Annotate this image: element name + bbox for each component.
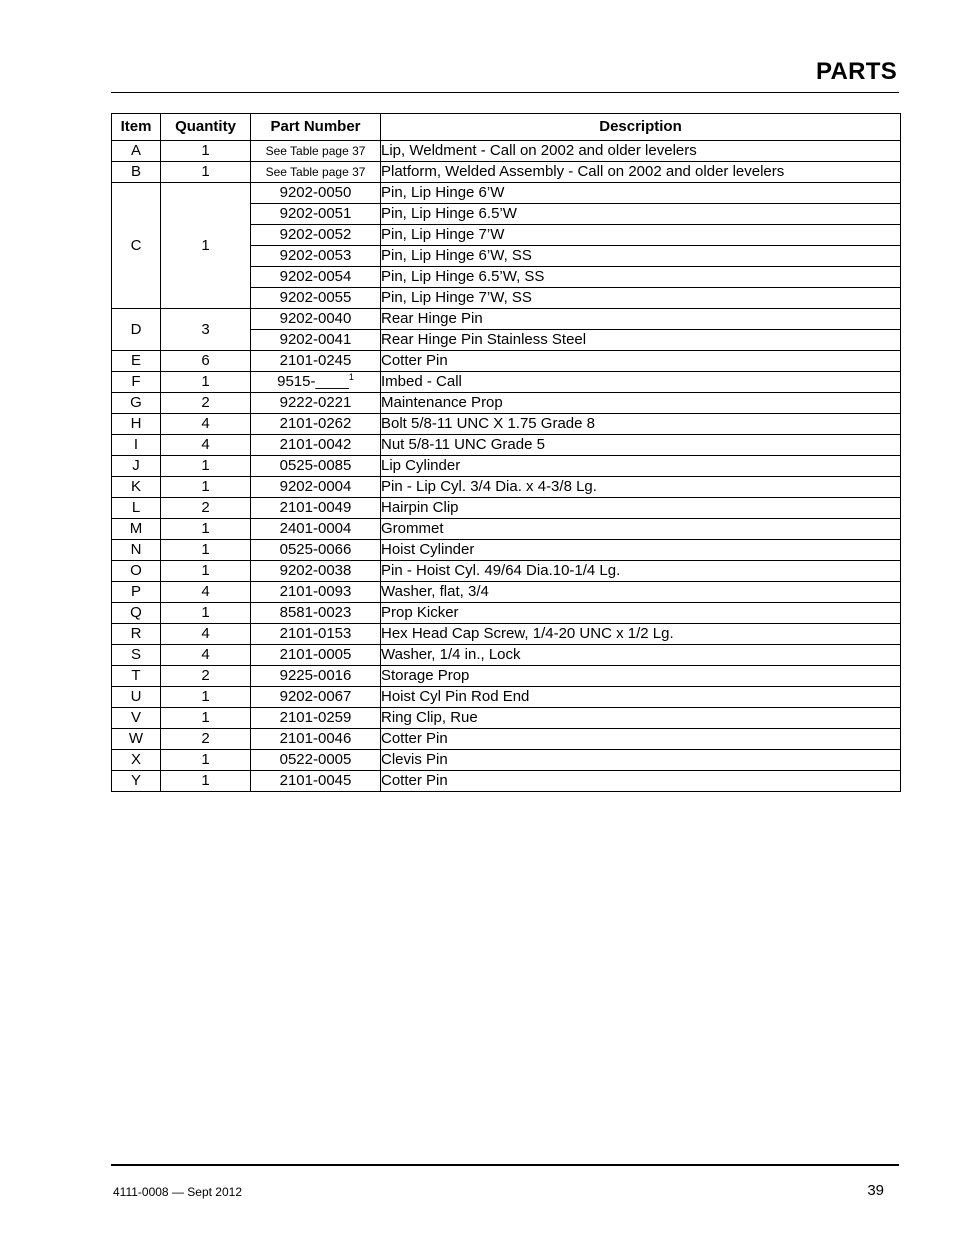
table-row [112, 477, 901, 498]
description-cell: Pin, Lip Hinge 6.5’W [381, 204, 901, 225]
description-cell: Pin, Lip Hinge 7’W, SS [381, 288, 901, 309]
part-number-text: 2101-0245 [279, 352, 352, 369]
part-number-cell [251, 666, 381, 687]
table-row [112, 309, 901, 330]
description-cell: Hairpin Clip [381, 498, 901, 519]
part-number-cell [251, 603, 381, 624]
part-number-cell [251, 624, 381, 645]
quantity-cell: 1 [161, 477, 251, 498]
item-cell: C [112, 183, 161, 309]
part-number-text: 2101-0005 [279, 646, 352, 663]
part-number-cell [251, 540, 381, 561]
part-number-text: 0522-0005 [279, 751, 352, 768]
description-cell: Pin, Lip Hinge 7’W [381, 225, 901, 246]
page-number: 39 [867, 1182, 884, 1199]
part-number-cell [251, 729, 381, 750]
item-cell: Q [112, 603, 161, 624]
part-number-text: 0525-0066 [279, 541, 352, 558]
table-row [112, 540, 901, 561]
item-cell: X [112, 750, 161, 771]
table-row [112, 456, 901, 477]
part-number-cell [251, 414, 381, 435]
part-number-text: 2101-0153 [279, 625, 352, 642]
table-row [112, 351, 901, 372]
table-row [112, 687, 901, 708]
description-cell: Rear Hinge Pin [381, 309, 901, 330]
quantity-cell: 1 [161, 750, 251, 771]
item-cell: W [112, 729, 161, 750]
part-number-cell [251, 708, 381, 729]
column-header-description: Description [381, 114, 901, 141]
part-number-text: 2101-0093 [279, 583, 352, 600]
part-number-text: 2101-0045 [279, 772, 352, 789]
part-number-cell: 9202-0054 [251, 267, 381, 288]
document-reference: 4111-0008 — Sept 2012 [113, 1185, 242, 1199]
table-row [112, 414, 901, 435]
part-number-cell: 9202-0051 [251, 204, 381, 225]
parts-table [111, 113, 901, 792]
description-cell: Cotter Pin [381, 729, 901, 750]
description-cell: Bolt 5/8-11 UNC X 1.75 Grade 8 [381, 414, 901, 435]
description-cell: Pin, Lip Hinge 6’W, SS [381, 246, 901, 267]
page-title: PARTS [815, 58, 897, 85]
item-cell: L [112, 498, 161, 519]
description-cell: Hoist Cylinder [381, 540, 901, 561]
quantity-cell: 1 [161, 771, 251, 792]
part-number-text: 9515-____ [277, 373, 349, 390]
quantity-cell: 1 [161, 540, 251, 561]
part-number-text: 9202-0004 [279, 478, 352, 495]
part-number-cell [251, 372, 381, 393]
parts-table-body [112, 141, 901, 792]
table-row [112, 162, 901, 183]
quantity-cell: 1 [161, 141, 251, 162]
part-number-cell [251, 498, 381, 519]
table-row [112, 393, 901, 414]
table-header-row [112, 114, 901, 141]
part-number-text: 8581-0023 [279, 604, 352, 621]
quantity-cell: 4 [161, 624, 251, 645]
table-row [112, 561, 901, 582]
quantity-cell: 6 [161, 351, 251, 372]
part-number-cell [251, 645, 381, 666]
quantity-cell: 1 [161, 561, 251, 582]
part-number-cell [251, 351, 381, 372]
description-cell: Prop Kicker [381, 603, 901, 624]
item-cell: E [112, 351, 161, 372]
quantity-cell: 1 [161, 372, 251, 393]
item-cell: T [112, 666, 161, 687]
description-cell: Rear Hinge Pin Stainless Steel [381, 330, 901, 351]
footnote-marker: 1 [348, 372, 354, 382]
quantity-cell: 1 [161, 162, 251, 183]
part-number-cell [251, 162, 381, 183]
part-number-text: 2101-0042 [279, 436, 352, 453]
description-cell: Pin, Lip Hinge 6’W [381, 183, 901, 204]
description-cell: Cotter Pin [381, 351, 901, 372]
quantity-cell: 1 [161, 456, 251, 477]
quantity-cell: 2 [161, 393, 251, 414]
quantity-cell: 1 [161, 603, 251, 624]
item-cell: N [112, 540, 161, 561]
part-number-cell [251, 519, 381, 540]
description-cell: Cotter Pin [381, 771, 901, 792]
item-cell: P [112, 582, 161, 603]
column-header-quantity: Quantity [161, 114, 251, 141]
item-cell: K [112, 477, 161, 498]
table-row [112, 183, 901, 204]
description-cell: Washer, 1/4 in., Lock [381, 645, 901, 666]
table-row [112, 645, 901, 666]
part-number-cell [251, 582, 381, 603]
part-number-cell [251, 561, 381, 582]
part-number-text: 2401-0004 [279, 520, 352, 537]
column-header-item: Item [112, 114, 161, 141]
part-number-text: See Table page 37 [265, 165, 366, 179]
quantity-cell: 2 [161, 729, 251, 750]
quantity-cell: 1 [161, 708, 251, 729]
description-cell: Platform, Welded Assembly - Call on 2002 and older levelers [381, 162, 901, 183]
description-cell: Pin - Lip Cyl. 3/4 Dia. x 4-3/8 Lg. [381, 477, 901, 498]
part-number-text: See Table page 37 [265, 144, 366, 158]
part-number-text: 9202-0067 [279, 688, 352, 705]
description-cell: Maintenance Prop [381, 393, 901, 414]
part-number-cell [251, 456, 381, 477]
item-cell: R [112, 624, 161, 645]
item-cell: I [112, 435, 161, 456]
item-cell: H [112, 414, 161, 435]
part-number-cell [251, 141, 381, 162]
description-cell: Hex Head Cap Screw, 1/4-20 UNC x 1/2 Lg. [381, 624, 901, 645]
table-row [112, 372, 901, 393]
item-cell: J [112, 456, 161, 477]
quantity-cell: 2 [161, 498, 251, 519]
part-number-cell [251, 393, 381, 414]
table-row [112, 582, 901, 603]
header-rule [111, 92, 899, 93]
table-row [112, 519, 901, 540]
description-cell: Pin - Hoist Cyl. 49/64 Dia.10-1/4 Lg. [381, 561, 901, 582]
description-cell: Hoist Cyl Pin Rod End [381, 687, 901, 708]
part-number-cell: 9202-0050 [251, 183, 381, 204]
description-cell: Pin, Lip Hinge 6.5’W, SS [381, 267, 901, 288]
part-number-text: 2101-0262 [279, 415, 352, 432]
table-row [112, 708, 901, 729]
description-cell: Storage Prop [381, 666, 901, 687]
item-cell: D [112, 309, 161, 351]
quantity-cell: 1 [161, 519, 251, 540]
item-cell: U [112, 687, 161, 708]
part-number-cell [251, 687, 381, 708]
part-number-text: 0525-0085 [279, 457, 352, 474]
quantity-cell: 4 [161, 414, 251, 435]
description-cell: Ring Clip, Rue [381, 708, 901, 729]
part-number-text: 2101-0046 [279, 730, 352, 747]
part-number-text: 9225-0016 [279, 667, 352, 684]
item-cell: F [112, 372, 161, 393]
description-cell: Lip, Weldment - Call on 2002 and older levelers [381, 141, 901, 162]
quantity-cell: 1 [161, 687, 251, 708]
quantity-cell: 4 [161, 645, 251, 666]
part-number-cell: 9202-0040 [251, 309, 381, 330]
column-header-part-number: Part Number [251, 114, 381, 141]
quantity-cell: 1 [161, 183, 251, 309]
footer-rule [111, 1164, 899, 1166]
part-number-cell: 9202-0052 [251, 225, 381, 246]
table-row [112, 435, 901, 456]
description-cell: Grommet [381, 519, 901, 540]
part-number-cell [251, 435, 381, 456]
quantity-cell: 4 [161, 435, 251, 456]
part-number-text: 9202-0038 [279, 562, 352, 579]
part-number-cell [251, 477, 381, 498]
quantity-cell: 4 [161, 582, 251, 603]
quantity-cell: 3 [161, 309, 251, 351]
item-cell: G [112, 393, 161, 414]
item-cell: S [112, 645, 161, 666]
part-number-cell: 9202-0055 [251, 288, 381, 309]
part-number-cell: 9202-0041 [251, 330, 381, 351]
part-number-cell [251, 750, 381, 771]
item-cell: M [112, 519, 161, 540]
item-cell: B [112, 162, 161, 183]
table-row [112, 771, 901, 792]
part-number-text: 9222-0221 [279, 394, 352, 411]
table-row [112, 729, 901, 750]
quantity-cell: 2 [161, 666, 251, 687]
description-cell: Nut 5/8-11 UNC Grade 5 [381, 435, 901, 456]
item-cell: O [112, 561, 161, 582]
description-cell: Lip Cylinder [381, 456, 901, 477]
table-row [112, 603, 901, 624]
table-row [112, 750, 901, 771]
item-cell: Y [112, 771, 161, 792]
description-cell: Imbed - Call [381, 372, 901, 393]
description-cell: Washer, flat, 3/4 [381, 582, 901, 603]
part-number-cell: 9202-0053 [251, 246, 381, 267]
table-row [112, 666, 901, 687]
item-cell: V [112, 708, 161, 729]
part-number-cell [251, 771, 381, 792]
part-number-text: 2101-0049 [279, 499, 352, 516]
table-row [112, 498, 901, 519]
description-cell: Clevis Pin [381, 750, 901, 771]
part-number-text: 2101-0259 [279, 709, 352, 726]
table-row [112, 141, 901, 162]
table-row [112, 624, 901, 645]
item-cell: A [112, 141, 161, 162]
